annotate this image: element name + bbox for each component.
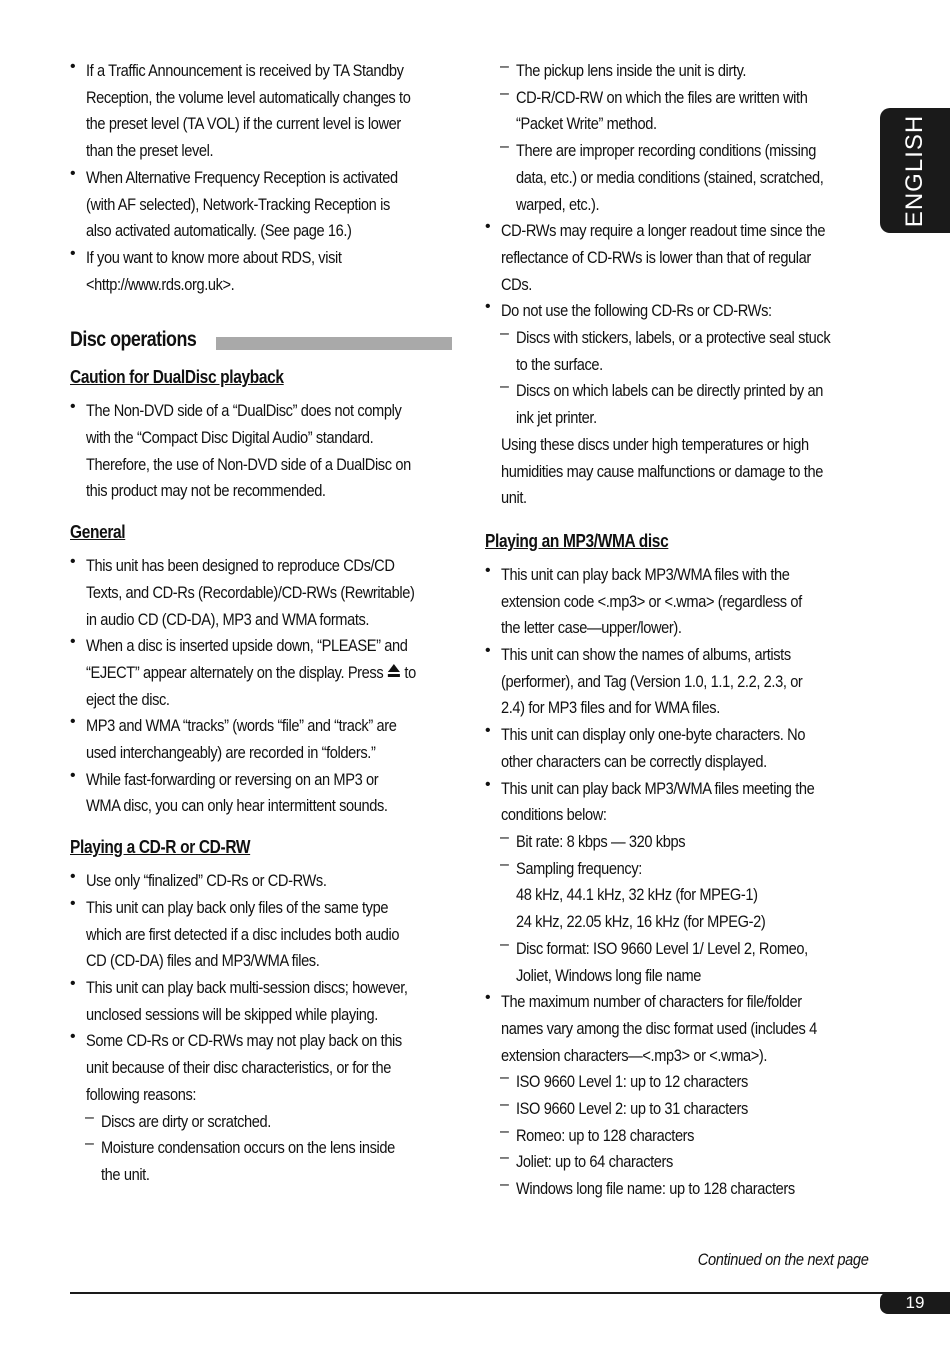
list-item: – Discs are dirty or scratched. xyxy=(70,1109,455,1136)
language-tab xyxy=(880,108,950,233)
list-item: • This unit can play back multi-session discs; however, unclosed sessions will be skipped while playing. xyxy=(70,975,455,1028)
list-item: • The maximum number of characters for file/folder names vary among the disc format used (includes 4 extension characters—<.mp3> or <.wma>). xyxy=(485,989,870,1069)
rds-notes-list xyxy=(70,58,455,298)
list-item: • This unit can play back MP3/WMA files with the extension code <.mp3> or <.wma> (regardless of the letter case—upper/lower). xyxy=(485,562,870,642)
list-item: – Romeo: up to 128 characters xyxy=(485,1123,870,1150)
list-item: • The Non-DVD side of a “DualDisc” does not comply with the “Compact Disc Digital Audio” standard. Therefore, the use of Non-DVD side of a DualDisc on this product may not be recommended. xyxy=(70,398,455,505)
cdr-list xyxy=(70,868,455,1188)
general-list xyxy=(70,553,455,820)
list-item: – Sampling frequency: 48 kHz, 44.1 kHz, 32 kHz (for MPEG-1) 24 kHz, 22.05 kHz, 16 kHz (for MPEG-2) xyxy=(485,856,870,936)
heading-general: General xyxy=(70,522,126,543)
list-item: – ISO 9660 Level 2: up to 31 characters xyxy=(485,1096,870,1123)
list-item: – The pickup lens inside the unit is dirty. xyxy=(485,58,870,85)
section-title-disc-operations: Disc operations xyxy=(70,328,455,358)
list-item: – ISO 9660 Level 1: up to 12 characters xyxy=(485,1069,870,1096)
reasons-continued-list xyxy=(485,58,870,512)
list-item: • When Alternative Frequency Reception is activated (with AF selected), Network-Tracking Reception is also activated automatically. (See page 16.) xyxy=(70,165,455,245)
left-column xyxy=(70,58,455,1189)
list-item: – Disc format: ISO 9660 Level 1/ Level 2, Romeo, Joliet, Windows long file name xyxy=(485,936,870,989)
list-item: • Use only “finalized” CD-Rs or CD-RWs. xyxy=(70,868,455,895)
continued-note: Continued on the next page xyxy=(697,1250,868,1269)
list-item: – Bit rate: 8 kbps — 320 kbps xyxy=(485,829,870,856)
warning-note: Using these discs under high temperatures or high humidities may cause malfunctions or damage to the unit. xyxy=(501,434,823,508)
list-item: • Some CD-Rs or CD-RWs may not play back on this unit because of their disc characteristics, or for the following reasons: xyxy=(70,1028,455,1108)
list-item: • If a Traffic Announcement is received by TA Standby Reception, the volume level automatically changes to the preset level (TA VOL) if the current level is lower than the preset level. xyxy=(70,58,455,165)
list-item: • While fast-forwarding or reversing on an MP3 or WMA disc, you can only hear intermittent sounds. xyxy=(70,767,455,820)
heading-cdr: Playing a CD-R or CD-RW xyxy=(70,837,251,858)
heading-mp3-wma: Playing an MP3/WMA disc xyxy=(485,530,669,551)
list-item: • If you want to know more about RDS, visit <http://www.rds.org.uk>. xyxy=(70,245,455,298)
list-item: • When a disc is inserted upside down, “PLEASE” and “EJECT” appear alternately on the display. Press to eject the disc. xyxy=(70,633,455,713)
footer-rule xyxy=(70,1292,950,1294)
list-item: • MP3 and WMA “tracks” (words “file” and “track” are used interchangeably) are recorded in “folders.” xyxy=(70,713,455,766)
list-item: • This unit can play back only files of the same type which are first detected if a disc includes both audio CD (CD-DA) files and MP3/WMA files. xyxy=(70,895,455,975)
language-tab-label: ENGLISH xyxy=(901,114,928,227)
heading-dualdisc: Caution for DualDisc playback xyxy=(70,367,284,388)
list-item: • This unit can show the names of albums, artists (performer), and Tag (Version 1.0, 1.1, 2.2, 2.3, or 2.4) for MP3 files and for WMA files. xyxy=(485,642,870,722)
list-item: – CD-R/CD-RW on which the files are written with “Packet Write” method. xyxy=(485,85,870,138)
list-item: – Discs with stickers, labels, or a protective seal stuck to the surface. xyxy=(485,325,870,378)
list-item: – There are improper recording conditions (missing data, etc.) or media conditions (stained, scratched, warped, etc.). xyxy=(485,138,870,218)
right-column xyxy=(485,58,870,1203)
list-item: • This unit has been designed to reproduce CDs/CD Texts, and CD-Rs (Recordable)/CD-RWs (Rewritable) in audio CD (CD-DA), MP3 and WMA formats. xyxy=(70,553,455,633)
list-item: • Do not use the following CD-Rs or CD-RWs: xyxy=(485,298,870,325)
list-item: – Discs on which labels can be directly printed by an ink jet printer. xyxy=(485,378,870,431)
section-title-bar xyxy=(216,337,452,350)
list-item: – Windows long file name: up to 128 characters xyxy=(485,1176,870,1203)
list-item: • CD-RWs may require a longer readout time since the reflectance of CD-RWs is lower than that of regular CDs. xyxy=(485,218,870,298)
page-number: 19 xyxy=(880,1292,950,1314)
list-item: • This unit can display only one-byte characters. No other characters can be correctly displayed. xyxy=(485,722,870,775)
eject-icon xyxy=(387,663,401,678)
mp3-list xyxy=(485,562,870,1203)
list-item: – Joliet: up to 64 characters xyxy=(485,1149,870,1176)
dualdisc-list xyxy=(70,398,455,505)
list-item: – Moisture condensation occurs on the lens inside the unit. xyxy=(70,1135,455,1188)
list-item: • This unit can play back MP3/WMA files meeting the conditions below: xyxy=(485,776,870,829)
